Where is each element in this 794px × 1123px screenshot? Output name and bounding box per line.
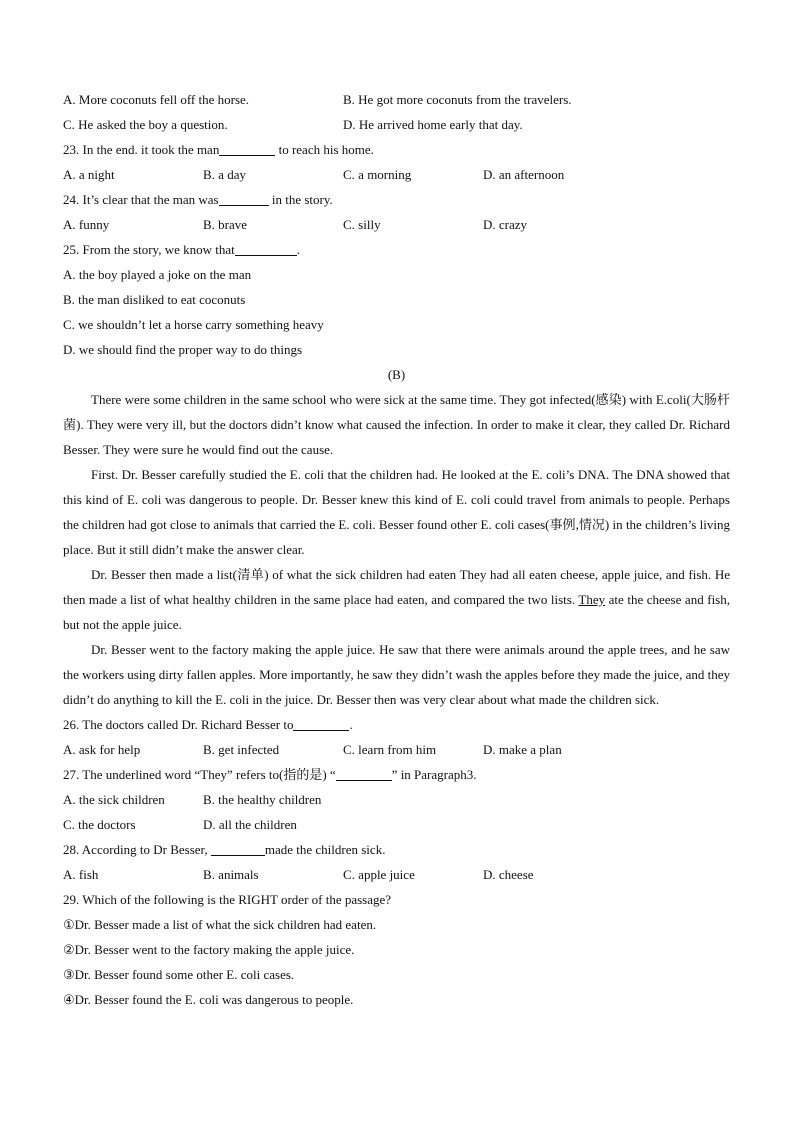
q29-item-3: ③Dr. Besser found some other E. coli cases.	[63, 967, 295, 982]
q24-stem-post: in the story.	[268, 192, 333, 207]
q28-stem-pre: 28. According to Dr Besser,	[63, 842, 211, 857]
q22-options-row-2	[63, 112, 730, 137]
section-b-heading: (B)	[387, 367, 406, 382]
q23-stem	[63, 137, 730, 162]
q23-option-a: A. a night	[63, 167, 115, 182]
q23-answer-blank[interactable]	[219, 142, 275, 156]
q22-option-c: C. He asked the boy a question.	[63, 117, 228, 132]
q25-option-d: D. we should find the proper way to do things	[63, 342, 303, 357]
q25-stem-pre: 25. From the story, we know that	[63, 242, 235, 257]
passage-paragraph-3-part-b: ate the cheese and fish, but not the apple juice.	[63, 592, 730, 632]
q28-option-a: A. fish	[63, 867, 99, 882]
q24-option-c: C. silly	[343, 217, 381, 232]
worksheet-page	[63, 87, 730, 1012]
passage-paragraph-2: First. Dr. Besser carefully studied the E. coli that the children had. He looked at the E. coli’s DNA. The DNA showed that this kind of E. coli was dangerous to people. Dr. Besser knew this kind of E. coli could travel from animals to people. Perhaps the children had got close to animals that carried the E. coli. Besser found other E. coli cases(事例,情况) in the children’s living place. But it still didn’t make the answer clear.	[63, 467, 730, 557]
q25-option-b: B. the man disliked to eat coconuts	[63, 292, 246, 307]
q28-options	[63, 862, 730, 887]
q27-option-a: A. the sick children	[63, 792, 165, 807]
q26-answer-blank[interactable]	[293, 717, 349, 731]
q25-option-a: A. the boy played a joke on the man	[63, 267, 252, 282]
q25-answer-blank[interactable]	[235, 242, 297, 256]
q26-option-a: A. ask for help	[63, 742, 141, 757]
q23-option-b: B. a day	[203, 167, 246, 182]
q22-option-a: A. More coconuts fell off the horse.	[63, 92, 250, 107]
q27-stem	[63, 762, 730, 787]
q28-stem	[63, 837, 730, 862]
q27-answer-blank[interactable]	[336, 767, 392, 781]
q26-option-c: C. learn from him	[343, 742, 437, 757]
q24-option-d: D. crazy	[483, 217, 528, 232]
q24-option-b: B. brave	[203, 217, 248, 232]
q29-item-2: ②Dr. Besser went to the factory making the apple juice.	[63, 942, 355, 957]
underlined-word-they: They	[578, 592, 606, 607]
q28-option-b: B. animals	[203, 867, 259, 882]
q27-stem-post: ” in Paragraph3.	[391, 767, 477, 782]
q23-option-d: D. an afternoon	[483, 167, 565, 182]
q28-option-d: D. cheese	[483, 867, 534, 882]
q27-option-d: D. all the children	[203, 817, 297, 832]
q24-option-a: A. funny	[63, 217, 110, 232]
q27-options-row-1	[63, 787, 730, 812]
q28-answer-blank[interactable]	[211, 842, 265, 856]
q26-options	[63, 737, 730, 762]
q29-stem: 29. Which of the following is the RIGHT order of the passage?	[63, 892, 392, 907]
q29-item-4: ④Dr. Besser found the E. coli was dangerous to people.	[63, 992, 354, 1007]
q22-options-row-1	[63, 87, 730, 112]
q24-answer-blank[interactable]	[219, 192, 269, 206]
q23-option-c: C. a morning	[343, 167, 412, 182]
q28-option-c: C. apple juice	[343, 867, 415, 882]
q24-options	[63, 212, 730, 237]
q29-item-1: ①Dr. Besser made a list of what the sick children had eaten.	[63, 917, 377, 932]
q27-option-b: B. the healthy children	[203, 792, 322, 807]
q28-stem-post: made the children sick.	[264, 842, 386, 857]
q22-option-d: D. He arrived home early that day.	[343, 117, 523, 132]
q26-stem-post: .	[349, 717, 353, 732]
q23-stem-post: to reach his home.	[275, 142, 374, 157]
q25-option-c: C. we shouldn’t let a horse carry something heavy	[63, 317, 324, 332]
q27-option-c: C. the doctors	[63, 817, 136, 832]
q24-stem	[63, 187, 730, 212]
q27-options-row-2	[63, 812, 730, 837]
q25-stem-post: .	[296, 242, 300, 257]
q23-stem-pre: 23. In the end. it took the man	[63, 142, 220, 157]
q25-stem	[63, 237, 730, 262]
passage-paragraph-4: Dr. Besser went to the factory making the apple juice. He saw that there were animals around the apple trees, and he saw the workers using dirty fallen apples. More importantly, he saw they didn’t wash the apples before they made the juice, and they didn’t do anything to kill the E. coli in the juice. Dr. Besser then was very clear about what made the children sick.	[63, 642, 730, 707]
passage-paragraph-3-part-a: Dr. Besser then made a list(清单) of what the sick children had eaten They had all eaten cheese, apple juice, and fish. He then made a list of what healthy children in the same place had eaten, and compared the two lists.	[63, 567, 730, 607]
q23-options	[63, 162, 730, 187]
passage-paragraph-3	[63, 562, 730, 637]
q26-stem-pre: 26. The doctors called Dr. Richard Besser to	[63, 717, 294, 732]
q26-option-b: B. get infected	[203, 742, 280, 757]
q22-option-b: B. He got more coconuts from the travelers.	[343, 92, 572, 107]
passage-paragraph-1: There were some children in the same school who were sick at the same time. They got infected(感染) with E.coli(大肠杆菌). They were very ill, but the doctors didn’t know what caused the infection. In order to make it clear, they called Dr. Richard Besser. They were sure he would find out the cause.	[63, 392, 730, 457]
q26-option-d: D. make a plan	[483, 742, 562, 757]
q27-stem-pre: 27. The underlined word “They” refers to(指的是) “	[63, 767, 336, 782]
q24-stem-pre: 24. It’s clear that the man was	[63, 192, 219, 207]
q26-stem	[63, 712, 730, 737]
